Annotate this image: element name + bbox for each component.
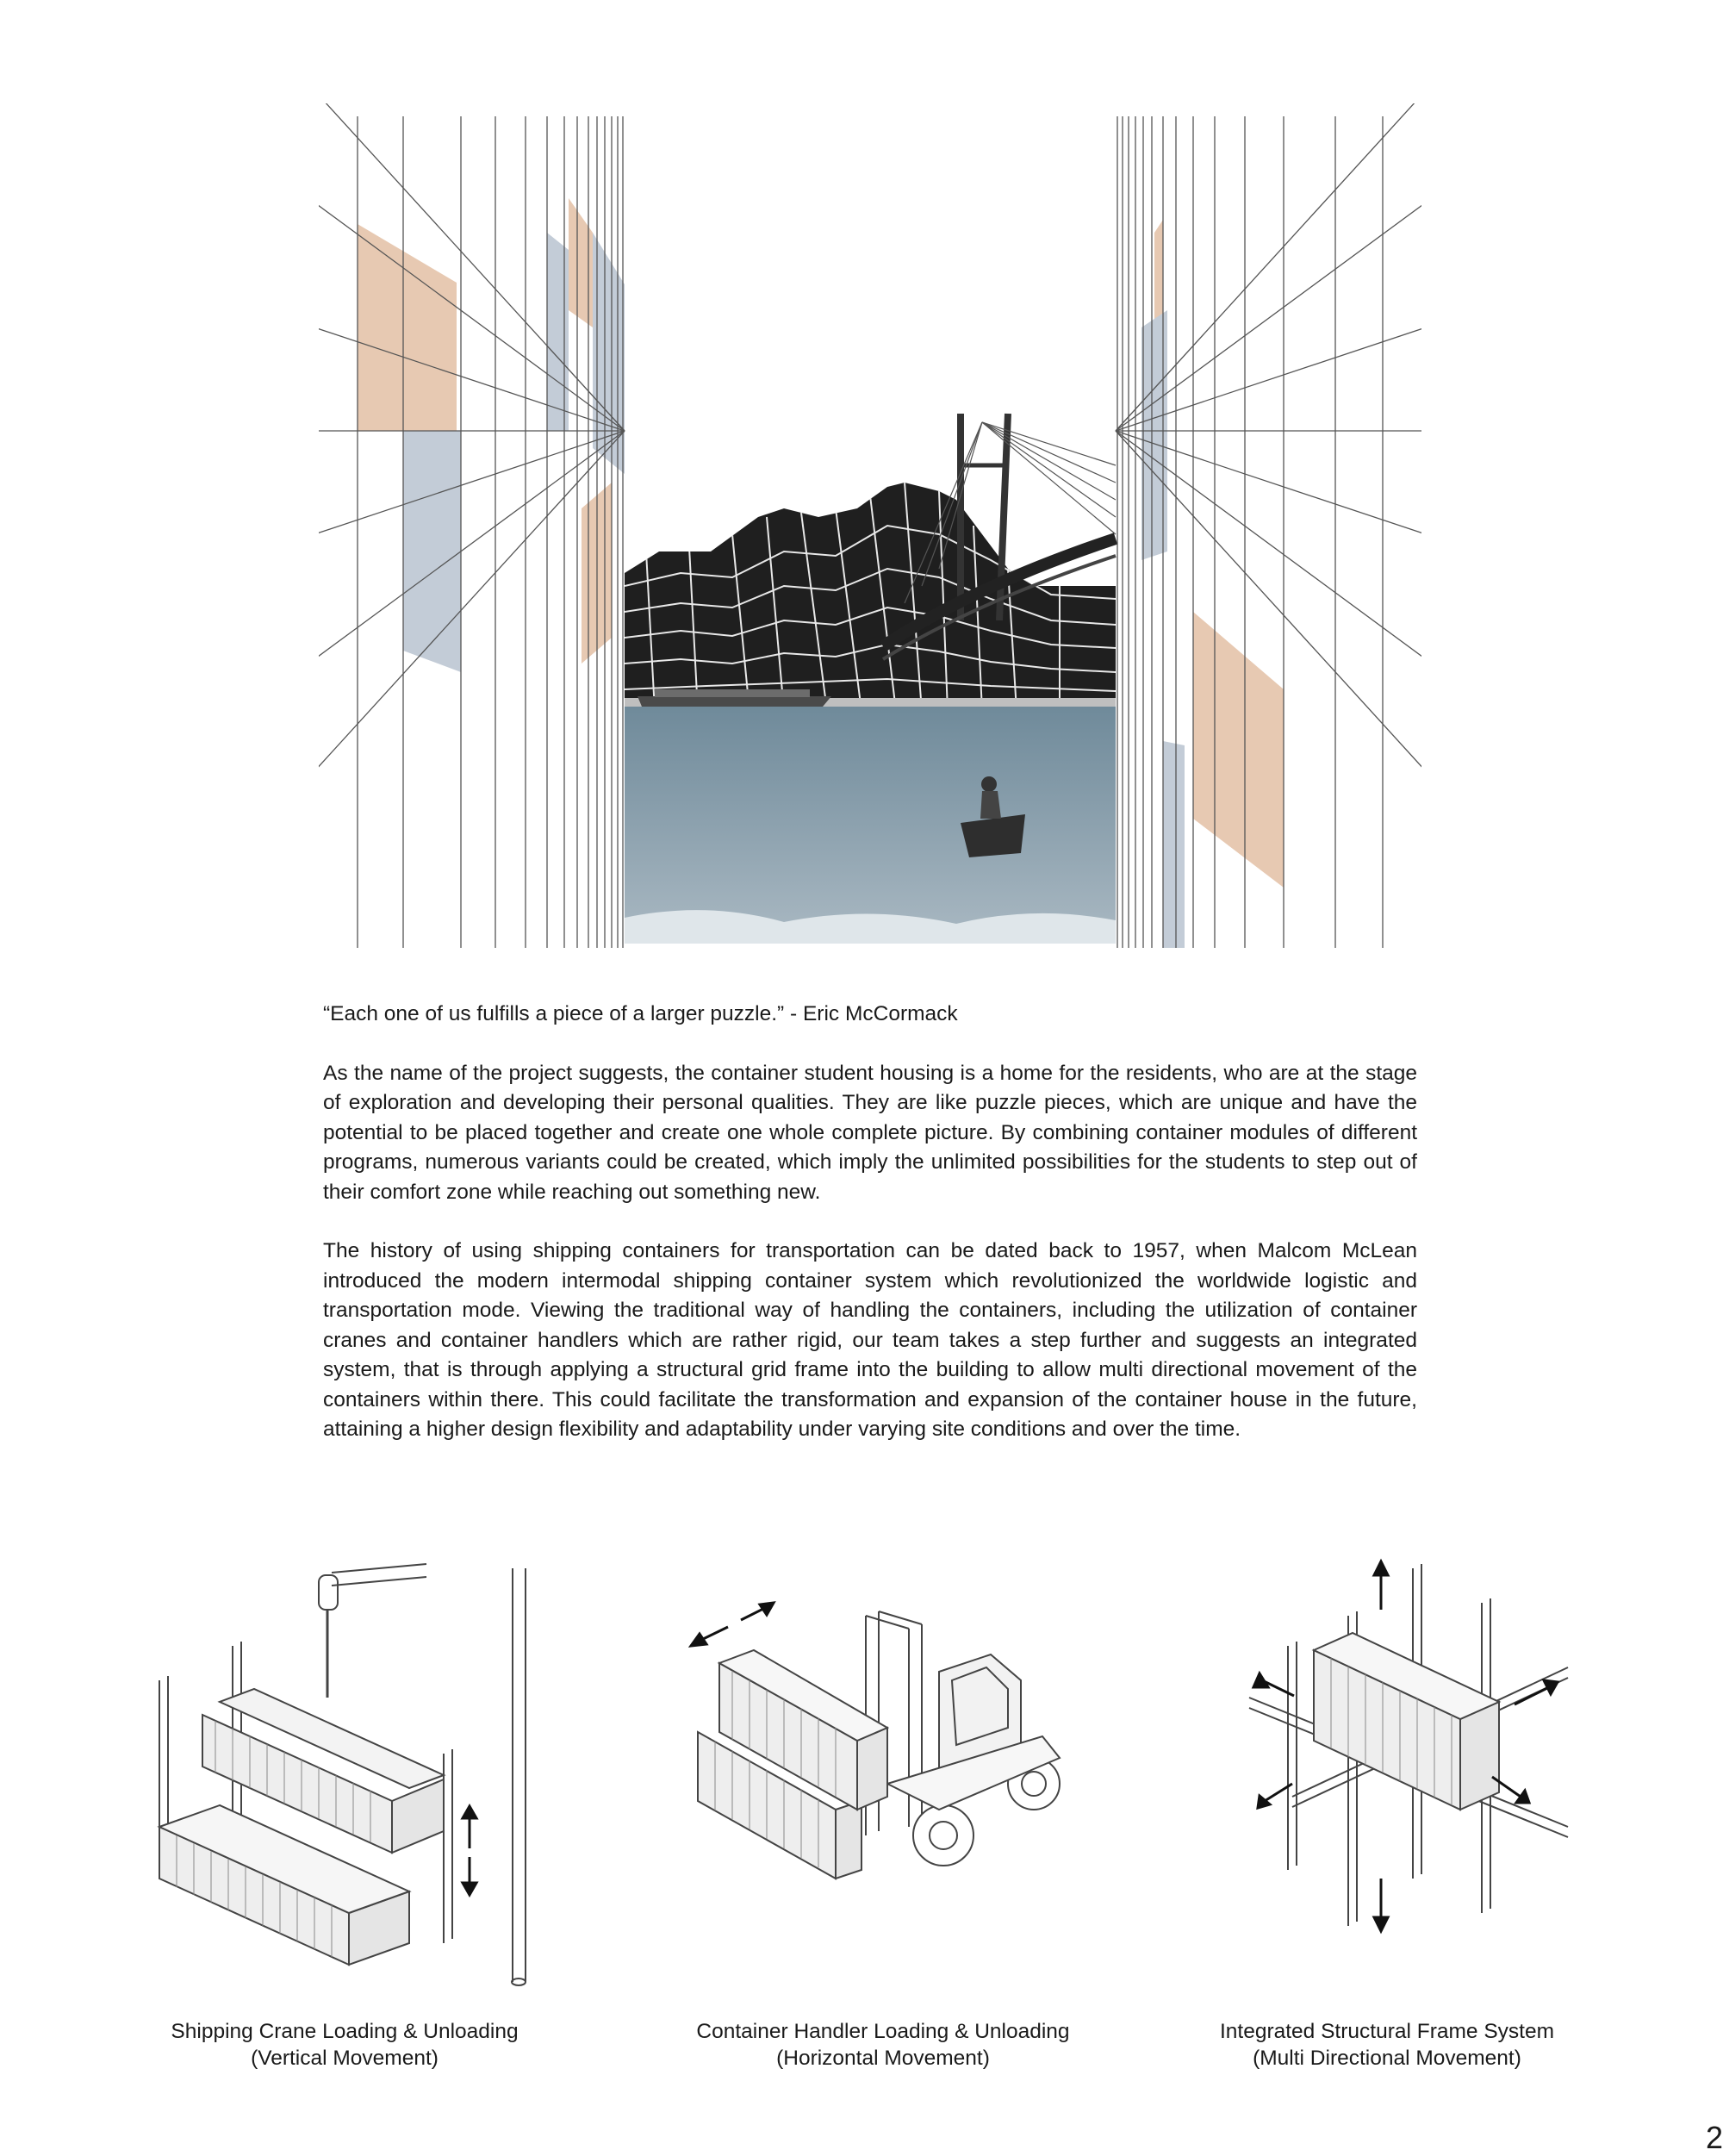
frame-diagram [1241,1551,1602,1965]
crane-diagram [151,1551,564,1999]
caption-frame-subtitle: (Multi Directional Movement) [1253,2047,1521,2070]
paragraph-1: As the name of the project suggests, the container student housing is a home for the residents, who are at the stage of exploration and developing their personal qualities. They are like puzzle pieces, which are unique and have the potential to be placed together and create one whole complete picture. By combining container modules of different programs, numerous variants could be created, which imply the unlimited possibilities for the students to step out of their comfort zone while reaching out something new. [323,1061,1417,1204]
handler-diagram [681,1551,1094,1930]
caption-frame-title: Integrated Structural Frame System [1219,2020,1555,2043]
page-number: 2 [1705,2120,1723,2155]
caption-handler-title: Container Handler Loading & Unloading [696,2020,1070,2043]
caption-frame [1146,2018,1628,2072]
caption-handler-subtitle: (Horizontal Movement) [776,2047,990,2070]
body-text [323,1000,1417,1474]
left-grid-facade [319,103,625,948]
caption-crane-title: Shipping Crane Loading & Unloading [171,2020,519,2043]
quote: “Each one of us fulfills a piece of a larger puzzle.” - Eric McCormack [323,1002,958,1025]
caption-crane-subtitle: (Vertical Movement) [251,2047,439,2070]
paragraph-2: The history of using shipping containers for transportation can be dated back to 1957, when Malcom McLean introduced the modern intermodal shipping container system which revolutionized the worldwide logistic and transportation mode. Viewing the traditional way of handling the containers, including the utilization of container cranes and container handlers which are rather rigid, our team takes a step further and suggests an integrated system, that is through applying a structural grid frame into the building to allow multi directional movement of the containers within there. This could facilitate the transformation and expansion of the container house in the future, attaining a higher design flexibility and adaptability under varying site conditions and over the time. [323,1239,1417,1441]
caption-crane [103,2018,586,2072]
caption-handler [642,2018,1124,2072]
mountain-mesh [625,483,1116,711]
hero-illustration [319,103,1421,948]
right-grid-facade [1116,103,1421,948]
sea [625,689,1116,944]
